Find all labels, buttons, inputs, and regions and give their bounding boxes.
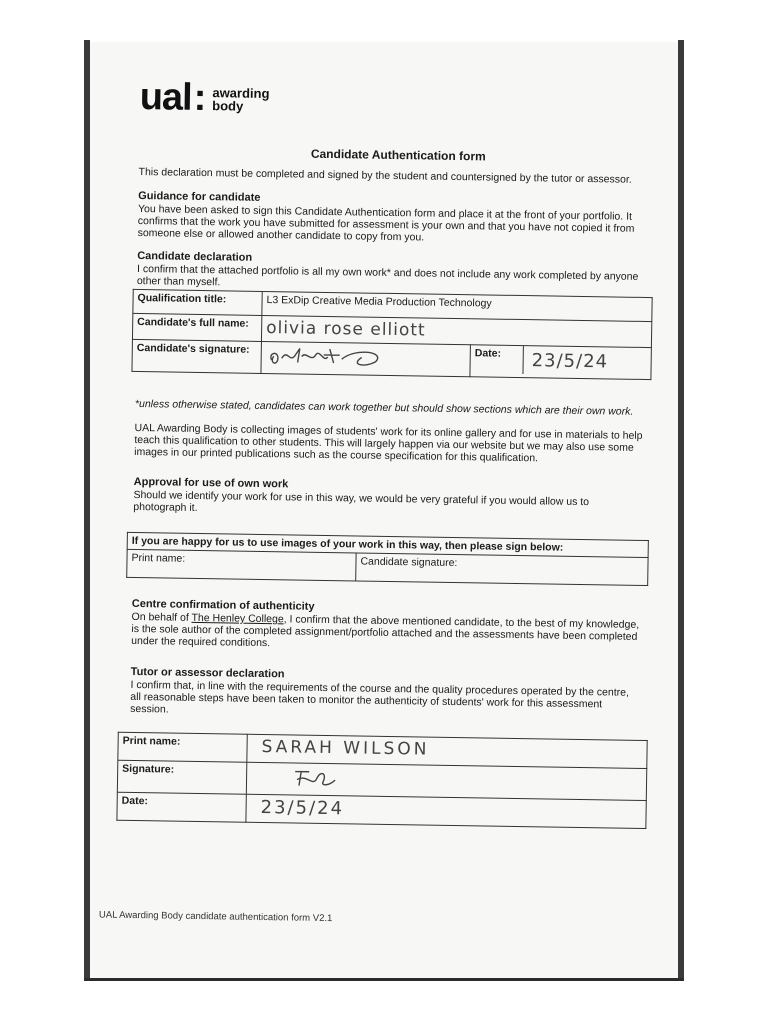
tutor-signature-icon xyxy=(287,765,347,790)
candidate-date-value: 23/5/24 xyxy=(522,346,650,376)
approval-header: If you are happy for us to use images of your work in this way, then please sign below: xyxy=(127,532,648,557)
tutor-print-label: Print name: xyxy=(118,732,247,762)
tutor-date-label: Date: xyxy=(117,792,246,822)
ual-logo xyxy=(139,76,269,121)
approval-print-name[interactable]: Print name: xyxy=(127,549,356,581)
approval-signature[interactable]: Candidate signature: xyxy=(356,553,648,586)
declaration-heading: Candidate declaration xyxy=(137,249,253,264)
page-edge-right xyxy=(678,40,684,980)
qualification-value: L3 ExDip Creative Media Production Technology xyxy=(262,291,652,321)
qualification-label: Qualification title: xyxy=(133,289,262,315)
document-content xyxy=(76,41,679,986)
guidance-heading: Guidance for candidate xyxy=(138,189,261,204)
logo-line-2: body xyxy=(212,97,244,114)
intro-text: This declaration must be completed and signed by the student and countersigned by the tutor or assessor. xyxy=(138,165,632,186)
logo-line-1: awarding xyxy=(212,84,270,101)
declaration-text: I confirm that the attached portfolio is all my own work* and does not include any work completed by anyone other than myself. xyxy=(136,262,639,289)
centre-text-after: , I confirm that the above mentioned candidate, to the best of my knowledge, is the sole author of the completed assignment/portfolio attached and the assessments have been completed under the required conditions. xyxy=(131,613,640,650)
candidate-date-cell xyxy=(470,345,651,380)
guidance-text: You have been asked to sign this Candidate Authentication form and place it at the front of your portfolio. It confirms that the work you have submitted for assessment is your own and that you have not copied it from someone else or allowed another candidate to copy from you. xyxy=(137,202,635,244)
tutor-text: I confirm that, in line with the requirements of the course and the quality procedures operated by the centre, all reasonable steps have been taken to monitor the authenticity of students' work for this assessment session. xyxy=(130,678,630,716)
footnote: *unless otherwise stated, candidates can work together but should show sections which are their own work. xyxy=(134,397,634,418)
candidate-name-value: olivia rose elliott xyxy=(261,315,651,347)
logo-colon: : xyxy=(193,76,207,120)
centre-heading: Centre confirmation of authenticity xyxy=(131,597,315,613)
document-sheet xyxy=(90,42,678,978)
tutor-print-value: SARAH WILSON xyxy=(247,734,647,768)
logo-mark: ual xyxy=(139,76,192,119)
approval-heading: Approval for use of own work xyxy=(133,475,289,491)
gallery-text: UAL Awarding Body is collecting images of students' work for its online gallery and for use in materials to help teach this qualification to other students. This will largely happen via our website but we may also use some images in our printed publications such as the course specification for this qualification. xyxy=(134,421,643,465)
tutor-signature-label: Signature: xyxy=(117,760,246,794)
approval-table xyxy=(126,532,649,586)
centre-text xyxy=(131,611,642,655)
candidate-signature-label: Candidate's signature: xyxy=(132,339,261,373)
college-name: The Henley College xyxy=(191,611,284,626)
footer-text: UAL Awarding Body candidate authentication form V2.1 xyxy=(98,909,333,925)
logo-words xyxy=(212,86,269,113)
candidate-signature-cell xyxy=(261,341,470,376)
candidate-date-label: Date: xyxy=(474,347,502,360)
approval-text: Should we identify your work for use in this way, we would be very grateful if you would allow us to photograph it. xyxy=(133,488,590,514)
candidate-signature-icon xyxy=(266,344,406,370)
tutor-heading: Tutor or assessor declaration xyxy=(130,665,285,681)
tutor-date-value: 23/5/24 xyxy=(246,794,646,828)
form-title: Candidate Authentication form xyxy=(310,146,486,164)
tutor-table xyxy=(116,732,647,829)
candidate-name-label: Candidate's full name: xyxy=(132,313,261,341)
candidate-table xyxy=(131,289,652,380)
centre-text-before: On behalf of xyxy=(131,610,192,624)
